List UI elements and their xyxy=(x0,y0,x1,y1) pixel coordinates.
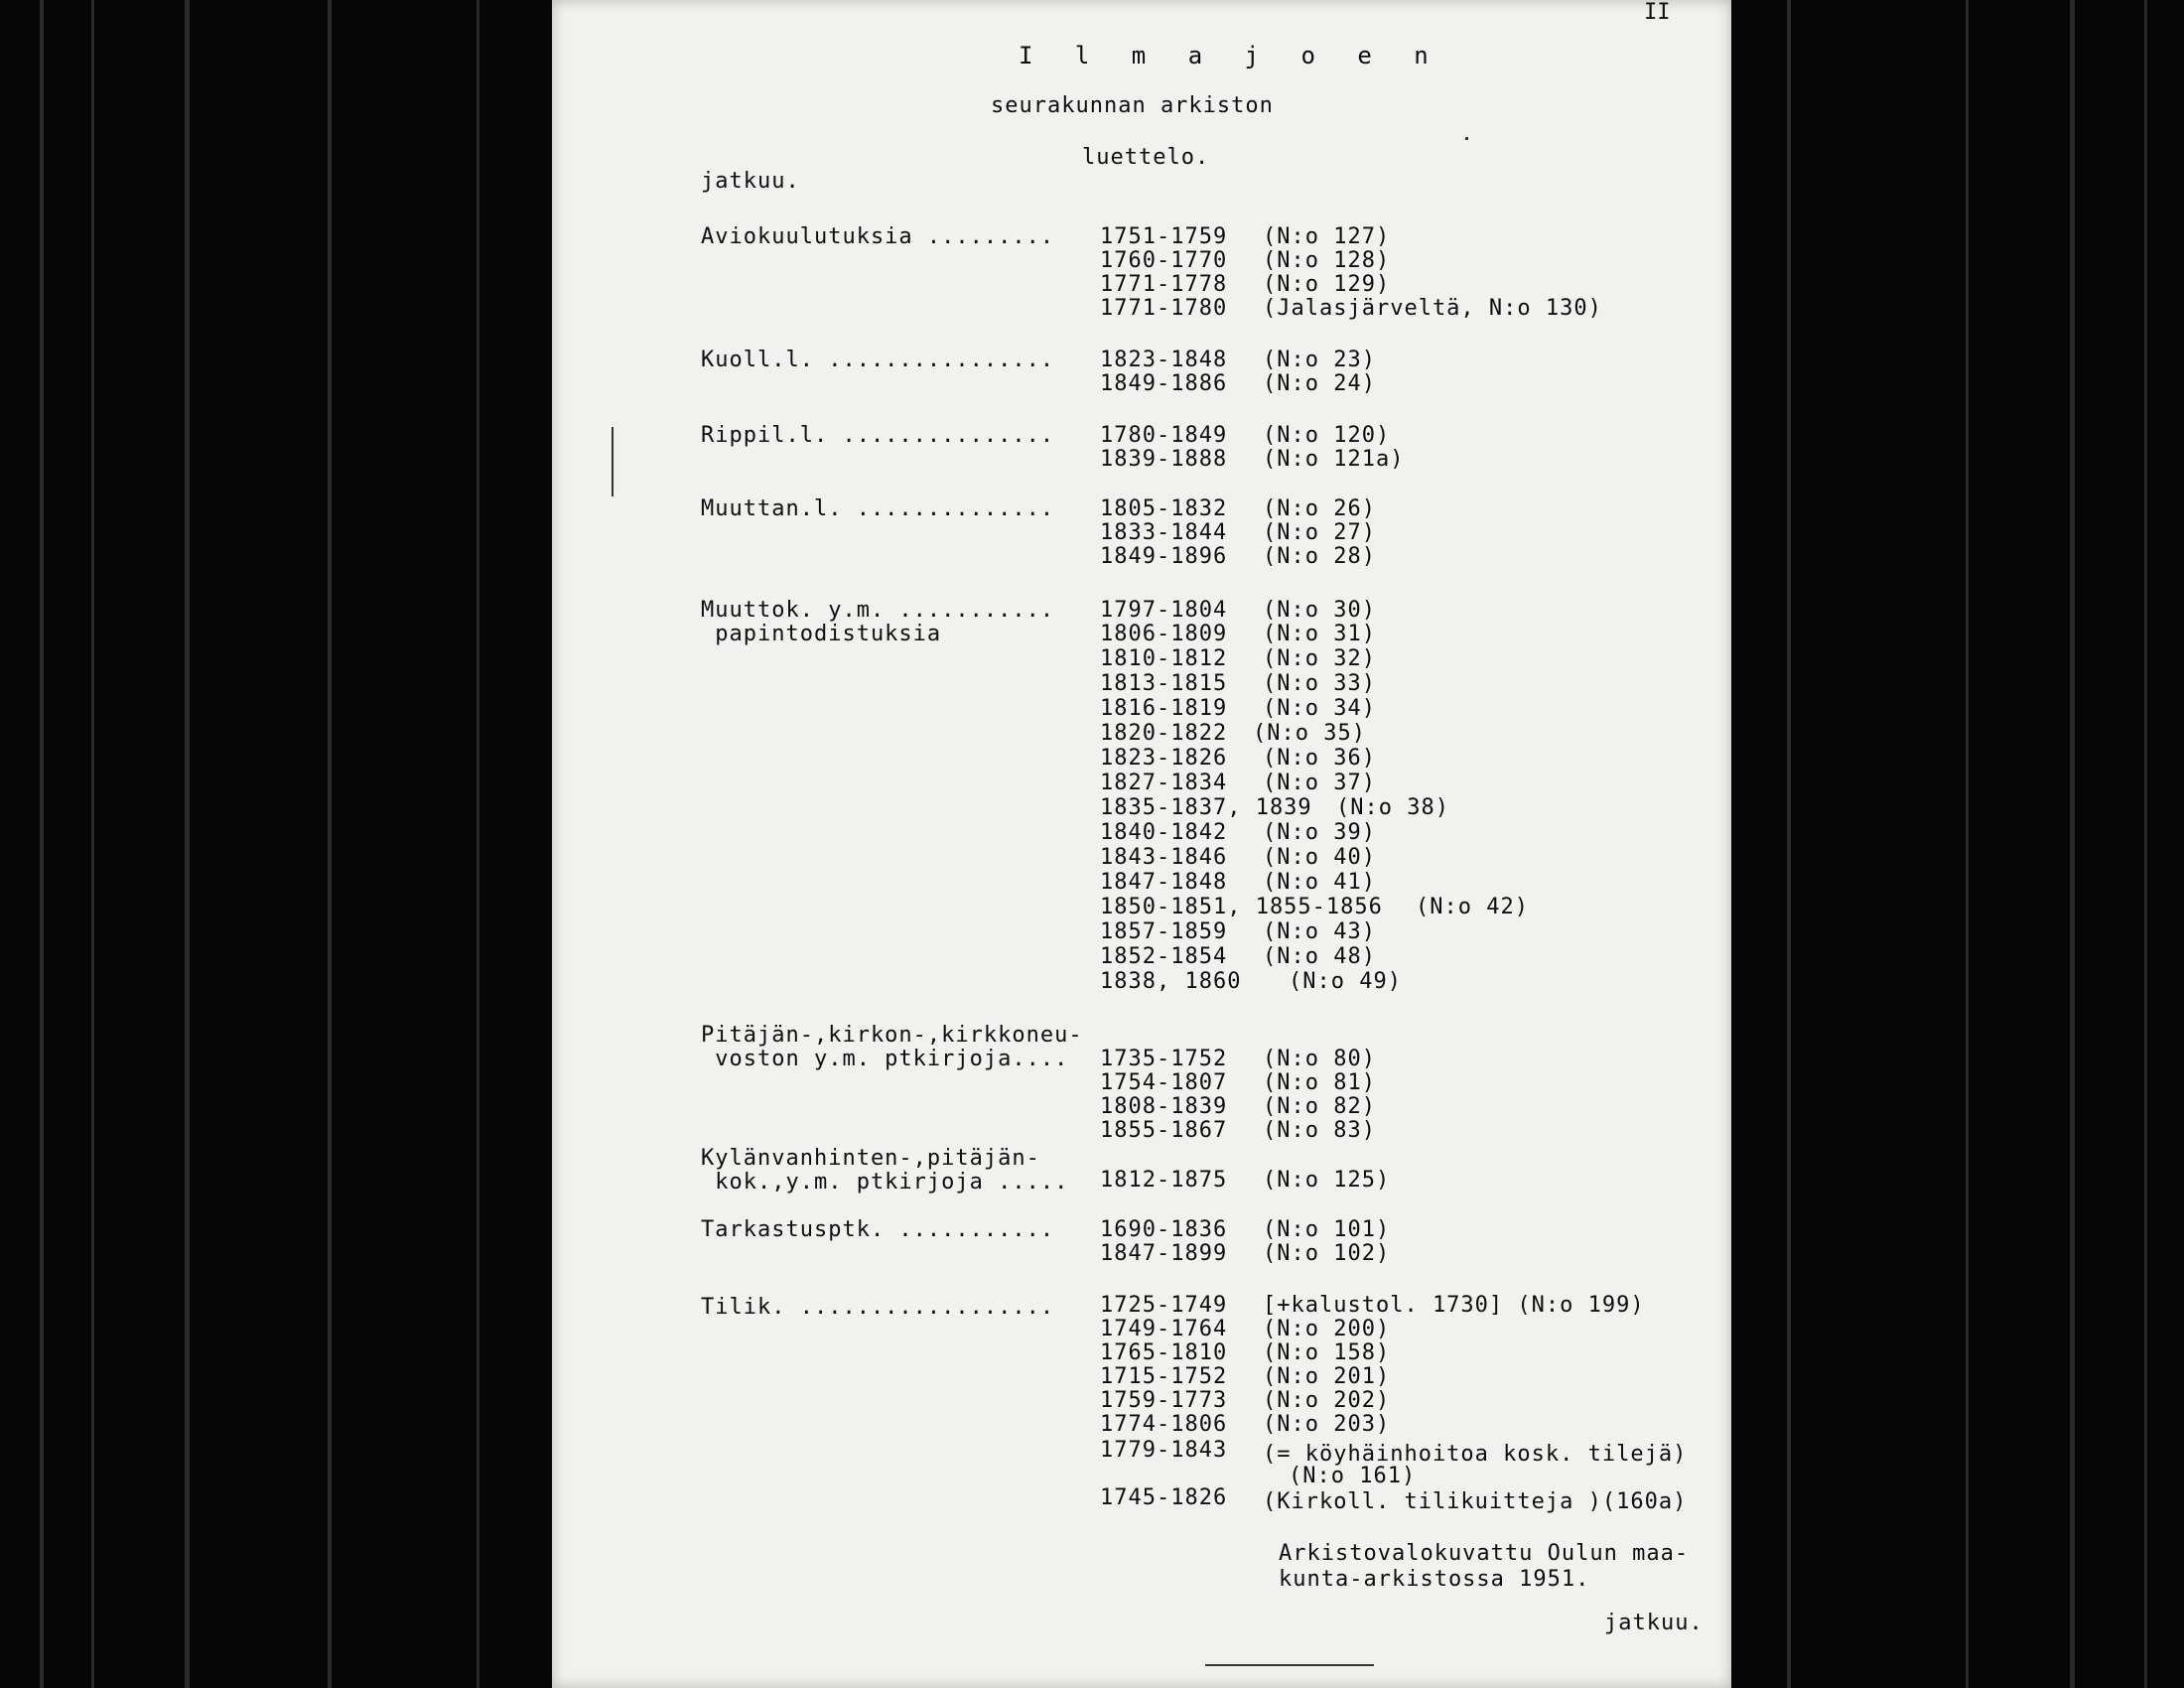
entry-years: 1835-1837, 1839 xyxy=(1100,795,1312,820)
entry-ref: (Kirkoll. tilikuitteja )(160a) xyxy=(1263,1489,1688,1514)
entry-ref: (N:o 33) xyxy=(1263,671,1376,696)
entry-years: 1771-1778 xyxy=(1100,272,1228,297)
entry-years: 1735-1752 xyxy=(1100,1047,1228,1071)
entry-years: 1751-1759 xyxy=(1100,224,1228,249)
scan-mark xyxy=(1205,1664,1374,1666)
entry-years: 1725-1749 xyxy=(1100,1293,1228,1318)
entry-ref: (N:o 41) xyxy=(1263,870,1376,895)
entry-years: 1827-1834 xyxy=(1100,771,1228,795)
entry-label: voston y.m. ptkirjoja.... xyxy=(701,1047,1069,1071)
entry-years: 1745-1826 xyxy=(1100,1485,1228,1510)
entry-years: 1715-1752 xyxy=(1100,1364,1228,1389)
entry-years: 1857-1859 xyxy=(1100,919,1228,944)
scan-mark xyxy=(612,427,614,496)
entry-ref: (N:o 31) xyxy=(1263,622,1376,646)
document-subtitle-2: luettelo. xyxy=(1082,145,1210,170)
scan-mark xyxy=(1465,137,1468,140)
entry-ref: (N:o 83) xyxy=(1263,1118,1376,1143)
entry-years: 1840-1842 xyxy=(1100,820,1228,845)
document-page xyxy=(552,0,1731,1688)
entry-label: Kuoll.l. ................ xyxy=(701,348,1055,372)
entry-label: kok.,y.m. ptkirjoja ..... xyxy=(701,1170,1069,1195)
entry-ref: (N:o 121a) xyxy=(1263,447,1405,472)
entry-ref: (N:o 202) xyxy=(1263,1388,1391,1413)
document-subtitle: seurakunnan arkiston xyxy=(991,93,1274,118)
entry-years: 1760-1770 xyxy=(1100,248,1228,273)
entry-label: Tilik. .................. xyxy=(701,1295,1055,1320)
entry-years: 1808-1839 xyxy=(1100,1094,1228,1119)
film-streak xyxy=(91,0,94,1688)
entry-ref: (N:o 102) xyxy=(1263,1241,1391,1266)
entry-label: Kylänvanhinten-,pitäjän- xyxy=(701,1146,1040,1171)
continues-note: jatkuu. xyxy=(1604,1611,1704,1635)
entry-years: 1849-1896 xyxy=(1100,544,1228,569)
entry-ref: (N:o 42) xyxy=(1416,895,1529,919)
entry-years: 1806-1809 xyxy=(1100,622,1228,646)
entry-years: 1838, 1860 xyxy=(1100,969,1242,994)
entry-years: 1816-1819 xyxy=(1100,696,1228,721)
entry-label: Aviokuulutuksia ......... xyxy=(701,224,1055,249)
entry-ref: (N:o 36) xyxy=(1263,746,1376,771)
film-streak xyxy=(1966,0,1969,1688)
entry-years: 1843-1846 xyxy=(1100,845,1228,870)
film-streak xyxy=(2144,0,2147,1688)
entry-years: 1820-1822 xyxy=(1100,721,1228,746)
entry-years: 1780-1849 xyxy=(1100,423,1228,448)
continued-note: jatkuu. xyxy=(701,169,800,194)
entry-years: 1690-1836 xyxy=(1100,1217,1228,1242)
entry-years: 1754-1807 xyxy=(1100,1070,1228,1095)
entry-years: 1847-1848 xyxy=(1100,870,1228,895)
entry-ref: (N:o 101) xyxy=(1263,1217,1391,1242)
entry-ref: (N:o 80) xyxy=(1263,1047,1376,1071)
entry-years: 1759-1773 xyxy=(1100,1388,1228,1413)
entry-label: Rippil.l. ............... xyxy=(701,423,1055,448)
archive-note: kunta-arkistossa 1951. xyxy=(1279,1567,1590,1592)
entry-years: 1839-1888 xyxy=(1100,447,1228,472)
film-streak xyxy=(185,0,190,1688)
film-streak xyxy=(40,0,44,1688)
entry-ref: (N:o 37) xyxy=(1263,771,1376,795)
archive-note: Arkistovalokuvattu Oulun maa- xyxy=(1279,1541,1690,1566)
entry-ref: (N:o 30) xyxy=(1263,598,1376,623)
entry-ref: (N:o 49) xyxy=(1289,969,1402,994)
entry-ref: (N:o 203) xyxy=(1263,1412,1391,1437)
document-title: I l m a j o e n xyxy=(1019,42,1442,70)
film-streak xyxy=(1787,0,1791,1688)
entry-years: 1852-1854 xyxy=(1100,944,1228,969)
entry-label: Pitäjän-,kirkon-,kirkkoneu- xyxy=(701,1023,1083,1048)
entry-ref: (N:o 40) xyxy=(1263,845,1376,870)
entry-years: 1797-1804 xyxy=(1100,598,1228,623)
entry-ref: (N:o 129) xyxy=(1263,272,1391,297)
film-streak xyxy=(328,0,332,1688)
entry-ref: (N:o 200) xyxy=(1263,1317,1391,1341)
entry-ref: (N:o 38) xyxy=(1336,795,1449,820)
entry-years: 1855-1867 xyxy=(1100,1118,1228,1143)
entry-label: Tarkastusptk. ........... xyxy=(701,1217,1055,1242)
entry-ref: (N:o 128) xyxy=(1263,248,1391,273)
entry-years: 1805-1832 xyxy=(1100,496,1228,521)
entry-ref: [+kalustol. 1730] (N:o 199) xyxy=(1263,1293,1645,1318)
entry-ref: (N:o 28) xyxy=(1263,544,1376,569)
entry-ref: (N:o 82) xyxy=(1263,1094,1376,1119)
entry-years: 1823-1826 xyxy=(1100,746,1228,771)
entry-ref: (N:o 27) xyxy=(1263,520,1376,545)
entry-ref: (N:o 48) xyxy=(1263,944,1376,969)
entry-ref: (N:o 32) xyxy=(1263,646,1376,671)
entry-ref: (N:o 34) xyxy=(1263,696,1376,721)
entry-years: 1850-1851, 1855-1856 xyxy=(1100,895,1383,919)
entry-ref: (N:o 127) xyxy=(1263,224,1391,249)
entry-ref: (N:o 26) xyxy=(1263,496,1376,521)
entry-ref: (N:o 201) xyxy=(1263,1364,1391,1389)
entry-years: 1779-1843 xyxy=(1100,1438,1228,1463)
entry-ref: (N:o 120) xyxy=(1263,423,1391,448)
entry-years: 1765-1810 xyxy=(1100,1340,1228,1365)
entry-years: 1823-1848 xyxy=(1100,348,1228,372)
entry-ref: (N:o 125) xyxy=(1263,1168,1391,1193)
entry-years: 1813-1815 xyxy=(1100,671,1228,696)
entry-years: 1771-1780 xyxy=(1100,296,1228,321)
entry-years: 1812-1875 xyxy=(1100,1168,1228,1193)
entry-label: Muuttan.l. .............. xyxy=(701,496,1055,521)
entry-ref: (= köyhäinhoitoa kosk. tilejä) xyxy=(1263,1442,1688,1467)
entry-ref: (N:o 23) xyxy=(1263,348,1376,372)
page-number: II xyxy=(1644,0,1671,25)
entry-label: papintodistuksia xyxy=(701,622,942,646)
entry-years: 1849-1886 xyxy=(1100,371,1228,396)
entry-ref: (N:o 161) xyxy=(1289,1464,1417,1488)
entry-years: 1810-1812 xyxy=(1100,646,1228,671)
entry-years: 1774-1806 xyxy=(1100,1412,1228,1437)
entry-ref: (N:o 81) xyxy=(1263,1070,1376,1095)
entry-ref: (N:o 39) xyxy=(1263,820,1376,845)
entry-ref: (N:o 158) xyxy=(1263,1340,1391,1365)
film-streak xyxy=(477,0,479,1688)
entry-years: 1847-1899 xyxy=(1100,1241,1228,1266)
entry-ref: (Jalasjärveltä, N:o 130) xyxy=(1263,296,1602,321)
entry-label: Muuttok. y.m. ........... xyxy=(701,598,1055,623)
film-streak xyxy=(2070,0,2075,1688)
entry-ref: (N:o 43) xyxy=(1263,919,1376,944)
entry-years: 1833-1844 xyxy=(1100,520,1228,545)
entry-ref: (N:o 24) xyxy=(1263,371,1376,396)
entry-years: 1749-1764 xyxy=(1100,1317,1228,1341)
entry-ref: (N:o 35) xyxy=(1253,721,1366,746)
